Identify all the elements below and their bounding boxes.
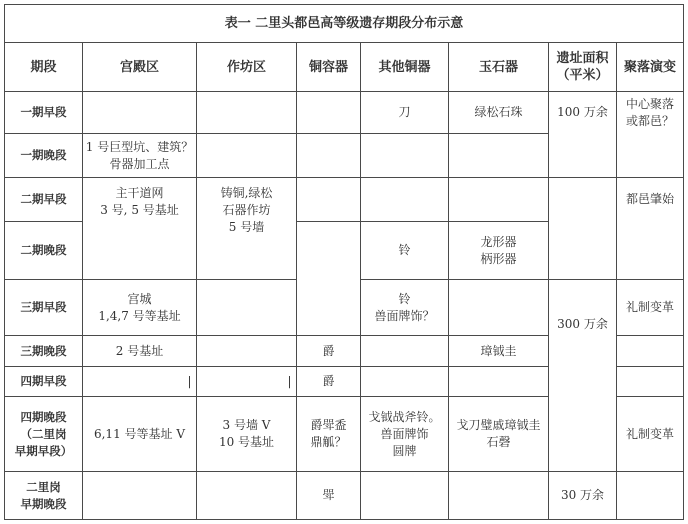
header-area: 遗址面积 （平米）: [556, 51, 609, 83]
vessel-erligang-late: 斝: [322, 488, 335, 502]
settlement-p3: 礼制变革: [625, 300, 674, 314]
other-bronze-p4-late: 戈钺战斧铃。 兽面牌饰 圆牌: [368, 409, 441, 458]
grid-line: [616, 366, 683, 367]
header-jade: 玉石器: [478, 59, 518, 75]
palace-p4-early-mark: |: [187, 374, 192, 388]
row-label: 二里岗 早期晚段: [20, 479, 67, 511]
other-bronze-p1: 刀: [398, 105, 411, 119]
settlement-p1: 中心聚落 或都邑？: [625, 96, 674, 128]
row-label: 二期晚段: [20, 243, 67, 257]
jade-p3-late: 璋钺圭: [480, 343, 517, 358]
row-label: 二期早段: [20, 192, 67, 206]
vessel-p4-early: 爵: [322, 374, 335, 388]
other-bronze-p2-late: 铃: [398, 243, 411, 257]
jade-p4-late: 戈刀璧戚璋钺圭 石磬: [456, 418, 541, 449]
header-period: 期段: [30, 59, 57, 75]
vessel-p3-late: 爵: [322, 343, 335, 358]
other-bronze-p3-early: 铃 兽面牌饰？: [374, 291, 435, 323]
settlement-p4-late: 礼制变革: [625, 426, 674, 441]
header-other-bronze: 其他铜器: [378, 59, 431, 75]
header-workshop: 作坊区: [226, 59, 266, 75]
row-label: 三期晚段: [20, 343, 67, 358]
area-p1: 100 万余: [557, 105, 608, 119]
jade-p1: 绿松石珠: [474, 105, 523, 119]
grid-line: [616, 335, 683, 336]
palace-p3-late: 2 号基址: [115, 343, 164, 358]
palace-p1-late: 1 号巨型坑、建筑？ 骨器加工点: [85, 139, 194, 171]
settlement-p2: 都邑肇始: [625, 192, 674, 206]
jade-p2-late: 龙形器 柄形器: [480, 234, 517, 266]
row-label: 四期晚段 （二里岗 早期早段）: [14, 409, 73, 458]
area-erligang-late: 30 万余: [560, 488, 605, 502]
header-palace: 宫殿区: [119, 59, 159, 75]
workshop-p2: 铸铜,绿松 石器作坊 5 号墙: [220, 185, 273, 234]
workshop-p4-early-mark: |: [287, 374, 292, 388]
row-label: 一期晚段: [20, 148, 67, 162]
table-title: 表一 二里头都邑高等级遗存期段分布示意: [224, 16, 464, 31]
row-label: 三期早段: [20, 300, 67, 314]
area-p2-p4: 300 万余: [557, 317, 608, 331]
row-label: 四期早段: [20, 374, 67, 388]
period-distribution-table: [4, 4, 684, 520]
workshop-p4-late: 3 号墙 V 10 号基址: [218, 418, 275, 449]
palace-p3-early: 宫城 1,4,7 号等基址: [98, 291, 181, 323]
header-bronze-vessel: 铜容器: [308, 59, 348, 75]
palace-p4-late: 6,11 号等基址 V: [93, 426, 185, 441]
grid-line: [5, 366, 548, 367]
palace-p2: 主干道网 3 号, 5 号基址: [100, 186, 179, 217]
row-label: 一期早段: [20, 105, 67, 119]
vessel-p4-late: 爵斝盉 鼎觚？: [310, 418, 347, 449]
header-settlement: 聚落演变: [623, 59, 676, 75]
